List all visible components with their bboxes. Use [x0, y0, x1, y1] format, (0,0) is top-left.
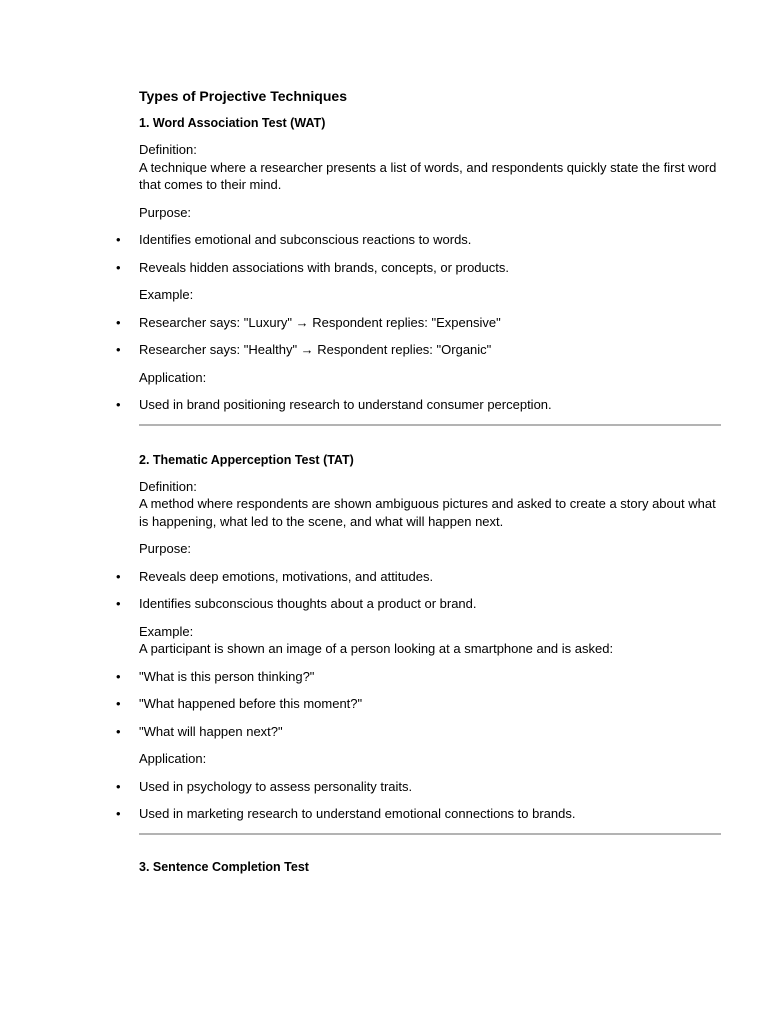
example-block-tat [139, 623, 721, 658]
list-item: • Reveals deep emotions, motivations, and attitudes. [116, 568, 434, 584]
section-heading-wat: 1. Word Association Test (WAT) [139, 116, 326, 130]
application-list-wat [116, 396, 721, 414]
purpose-label: Purpose: [139, 541, 192, 556]
purpose-list-tat [116, 568, 721, 613]
list-item: • Used in brand positioning research to understand consumer perception. [116, 397, 552, 412]
example-list-tat [116, 668, 721, 741]
section-divider [139, 833, 721, 835]
bullet-icon: • [116, 342, 121, 357]
list-item: • Identifies subconscious thoughts about a product or brand. [116, 596, 477, 611]
bullet-icon: • [116, 397, 121, 412]
document-title: Types of Projective Techniques [139, 88, 347, 104]
list-item: • "What is this person thinking?" [116, 668, 315, 684]
example-text: A participant is shown an image of a person looking at a smartphone and is asked: [139, 641, 614, 656]
list-item: • "What will happen next?" [116, 723, 283, 739]
purpose-list-wat [116, 231, 721, 276]
example-label: Example: [139, 623, 194, 639]
bullet-icon: • [116, 723, 121, 739]
list-item: • Used in marketing research to understand emotional connections to brands. [116, 806, 576, 821]
list-item: • Researcher says: "Luxury" → Respondent replies: "Expensive" [116, 314, 501, 330]
bullet-icon: • [116, 806, 121, 821]
bullet-icon: • [116, 568, 121, 584]
bullet-icon: • [116, 668, 121, 684]
definition-text: A method where respondents are shown ambiguous pictures and asked to create a story about what is happening, what led to the scene, and what will happen next. [139, 496, 716, 529]
bullet-icon: • [116, 232, 121, 247]
application-label: Application: [139, 369, 207, 385]
section-heading-sct: 3. Sentence Completion Test [139, 859, 309, 874]
bullet-icon: • [116, 696, 121, 711]
list-item: • Used in psychology to assess personality traits. [116, 778, 413, 794]
example-list-wat [116, 314, 721, 359]
document-body [116, 86, 721, 885]
section-heading-tat: 2. Thematic Apperception Test (TAT) [139, 452, 354, 467]
bullet-icon: • [116, 259, 121, 275]
bullet-icon: • [116, 314, 121, 330]
example-label: Example: [139, 287, 194, 302]
bullet-icon: • [116, 778, 121, 794]
application-list-tat [116, 778, 721, 823]
list-item: • Identifies emotional and subconscious reactions to words. [116, 232, 472, 247]
definition-block-wat [139, 141, 721, 194]
purpose-label: Purpose: [139, 204, 192, 220]
list-item: • "What happened before this moment?" [116, 696, 363, 711]
definition-label: Definition: [139, 142, 197, 157]
definition-text: A technique where a researcher presents a list of words, and respondents quickly state the first word that comes to their mind. [139, 159, 717, 192]
bullet-icon: • [116, 596, 121, 611]
application-label: Application: [139, 751, 207, 766]
definition-block-tat [139, 478, 721, 531]
section-divider [139, 424, 721, 426]
list-item: • Reveals hidden associations with brands, concepts, or products. [116, 259, 509, 275]
list-item: • Researcher says: "Healthy" → Respondent replies: "Organic" [116, 342, 492, 357]
definition-label: Definition: [139, 478, 197, 494]
